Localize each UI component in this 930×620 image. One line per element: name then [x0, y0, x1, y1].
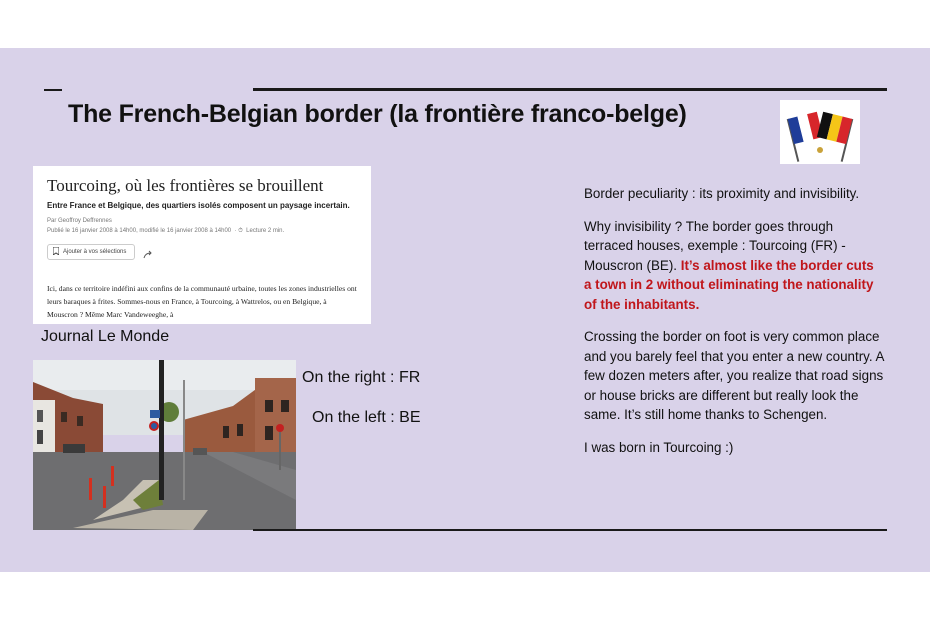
border-street-photo [33, 360, 296, 530]
caption-journal: Journal Le Monde [41, 328, 170, 345]
explanation-text [584, 184, 884, 470]
highlight-red-text: It’s almost like the border cuts a town in 2 without eliminating the nationality of the inhabitants. [584, 257, 874, 312]
news-article-screenshot [33, 166, 371, 324]
crossed-flags-icon [780, 100, 860, 164]
article-subheadline: Entre France et Belgique, des quartiers isolés composent un paysage incertain. [47, 201, 350, 210]
slide-title: The French-Belgian border (la frontière franco-belge) [68, 100, 687, 128]
paragraph-born: I was born in Tourcoing :) [584, 439, 734, 455]
paragraph-peculiarity: Border peculiarity : its proximity and invisibility. [584, 186, 860, 201]
paragraph-crossing: Crossing the border on foot is very common place and you barely feel that you enter a new country. A few dozen meters after, you realize that road signs or house bricks are different but really look the same. It’s still home thanks to Schengen. [584, 329, 884, 422]
article-byline: Par Geoffroy Deffrennes [47, 218, 112, 224]
clock-icon: · ⏱ [232, 228, 245, 234]
save-article-label: Ajouter à vos sélections [63, 249, 127, 255]
decor-line-bottom [253, 529, 887, 531]
decor-line-top [253, 88, 887, 91]
save-article-button[interactable] [47, 244, 135, 260]
article-read-time: Lecture 2 min. [246, 228, 285, 234]
article-date-text: Publié le 16 janvier 2008 à 14h00, modifié le 16 janvier 2008 à 14h00 [47, 228, 232, 234]
slide [0, 48, 930, 572]
bookmark-icon [53, 247, 59, 257]
caption-right-fr: On the right : FR [302, 369, 421, 386]
paragraph-invisibility [584, 217, 884, 315]
decor-line-short [44, 89, 62, 91]
paragraph-invisibility-text: Why invisibility ? The border goes through terraced houses, exemple : Tourcoing (FR) - Mouscron (BE). [584, 218, 846, 273]
article-body: Ici, dans ce territoire indéfini aux confins de la communauté urbaine, toutes les zones industrielles ont leurs baraques à frites. Sommes-nous en France, à Tourcoing, à Wattrelos, ou en Belgique, à Mouscron ? Même Marc Vandeweeghe, à [47, 284, 357, 319]
article-headline: Tourcoing, où les frontières se brouillent [47, 176, 324, 195]
caption-left-be: On the left : BE [312, 409, 421, 426]
share-icon[interactable] [143, 246, 153, 264]
article-dates [47, 228, 284, 235]
